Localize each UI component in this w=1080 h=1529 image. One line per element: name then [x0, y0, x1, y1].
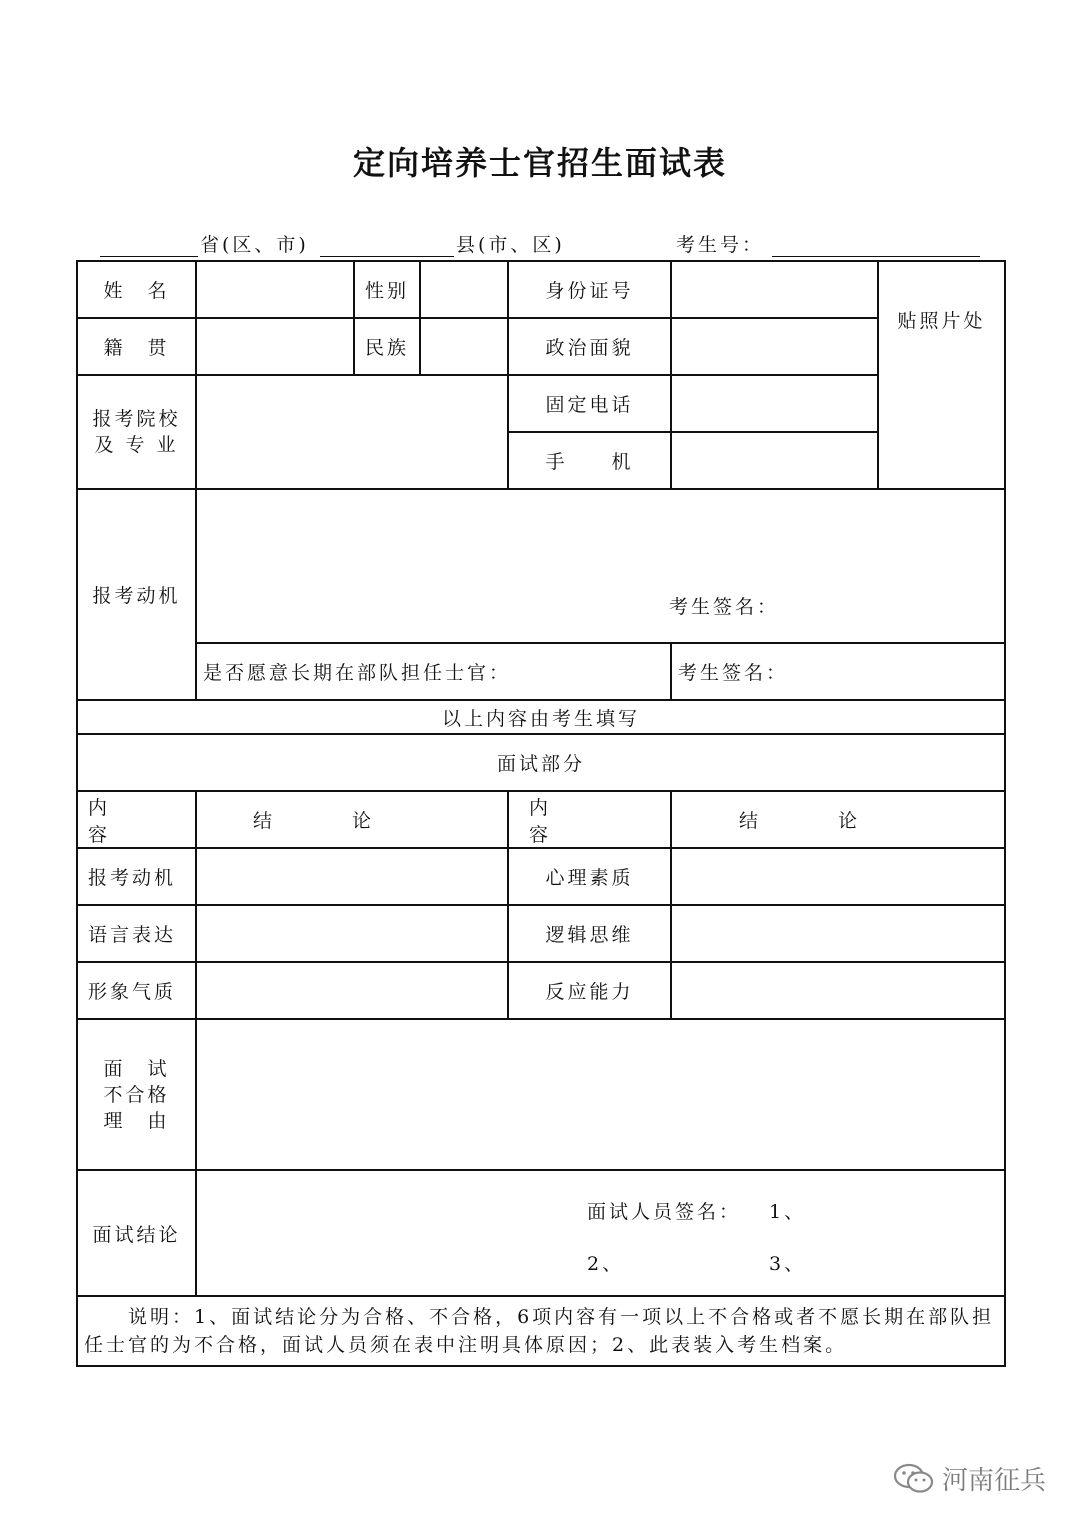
mobile-value[interactable]: [671, 432, 878, 489]
conclusion-header-right: 结论: [671, 791, 1005, 848]
interviewer-sign-label: 面试人员签名：: [587, 1201, 742, 1223]
school-major-value[interactable]: [196, 375, 508, 489]
fail-reason-label: [77, 1019, 196, 1170]
interview-conclusion-value[interactable]: [196, 1170, 1005, 1296]
school-major-line2: 及 专 业: [94, 434, 179, 456]
interview-form-table: [76, 260, 1006, 1367]
item-right-label: 心理素质: [508, 848, 671, 905]
item-right-label: 逻辑思维: [508, 905, 671, 962]
content-header-right: 内容: [508, 791, 671, 848]
explanation-note: 说明：1、面试结论分为合格、不合格，6项内容有一项以上不合格或者不愿长期在部队担任士官的为不合格，面试人员须在表中注明具体原因；2、此表装入考生档案。: [77, 1296, 1005, 1366]
landline-label: 固定电话: [508, 375, 671, 432]
item-left-value[interactable]: [196, 962, 508, 1019]
fail-reason-line1: 面 试: [103, 1057, 170, 1080]
gender-label: 性别: [354, 261, 420, 318]
county-label: 县(市、区): [456, 234, 565, 256]
school-major-line1: 报考院校: [92, 408, 181, 430]
origin-label: 籍 贯: [77, 318, 196, 375]
long-term-label: 是否愿意长期在部队担任士官：: [196, 643, 671, 700]
name-value[interactable]: [196, 261, 354, 318]
sign-slot-2[interactable]: 2、: [587, 1253, 625, 1275]
content-header-left: 内容: [77, 791, 196, 848]
name-label: 姓 名: [77, 261, 196, 318]
province-blank[interactable]: [100, 256, 198, 257]
id-no-value[interactable]: [671, 261, 878, 318]
page-title: 定向培养士官招生面试表: [352, 144, 727, 182]
political-value[interactable]: [671, 318, 878, 375]
item-left-value[interactable]: [196, 848, 508, 905]
gender-value[interactable]: [420, 261, 508, 318]
school-major-label: [77, 375, 196, 489]
ethnicity-value[interactable]: [420, 318, 508, 375]
item-right-value[interactable]: [671, 848, 1005, 905]
fail-reason-line3: 理 由: [103, 1109, 170, 1132]
fail-reason-value[interactable]: [196, 1019, 1005, 1170]
ethnicity-label: 民族: [354, 318, 420, 375]
motive-value[interactable]: [196, 489, 1005, 643]
item-right-value[interactable]: [671, 905, 1005, 962]
mobile-label: 手 机: [508, 432, 671, 489]
id-no-label: 身份证号: [508, 261, 671, 318]
conclusion-header-left: 结论: [196, 791, 508, 848]
item-right-label: 反应能力: [508, 962, 671, 1019]
origin-value[interactable]: [196, 318, 354, 375]
filled-by-student-note: 以上内容由考生填写: [77, 700, 1005, 734]
sign-slot-3[interactable]: 3、: [769, 1253, 807, 1275]
item-left-value[interactable]: [196, 905, 508, 962]
interview-conclusion-label: 面试结论: [77, 1170, 196, 1296]
political-label: 政治面貌: [508, 318, 671, 375]
watermark-text: 河南征兵: [942, 1466, 1047, 1496]
fail-reason-line2: 不合格: [103, 1083, 170, 1106]
item-right-value[interactable]: [671, 962, 1005, 1019]
exam-no-label: 考生号：: [676, 234, 765, 256]
item-left-label: 报考动机: [77, 848, 196, 905]
exam-no-blank[interactable]: [772, 256, 980, 257]
county-blank[interactable]: [320, 256, 454, 257]
landline-value[interactable]: [671, 375, 878, 432]
item-left-label: 形象气质: [77, 962, 196, 1019]
motive-label: 报考动机: [77, 489, 196, 700]
interview-section-heading: 面试部分: [77, 734, 1005, 791]
student-sign-2-label: 考生签名：: [671, 643, 1005, 700]
student-sign-label: 考生签名：: [669, 596, 780, 618]
wechat-icon: [892, 1463, 936, 1495]
sign-slot-1[interactable]: 1、: [769, 1201, 807, 1223]
photo-area: 贴照片处: [878, 261, 1005, 489]
province-label: 省(区、市): [200, 234, 309, 256]
watermark: [892, 1460, 1046, 1497]
item-left-label: 语言表达: [77, 905, 196, 962]
